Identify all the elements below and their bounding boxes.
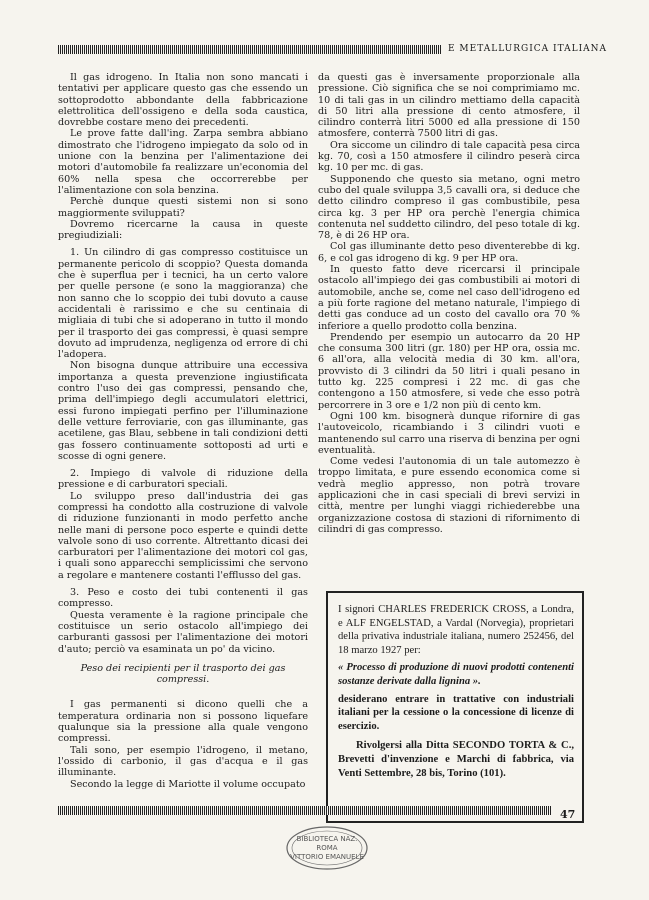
paragraph: 3. Peso e costo dei tubi contenenti il gas compresso.: [58, 587, 308, 610]
paragraph: Questa veramente è la ragione principale che costituisce un serio ostacolo all'impiego dei carburanti gassosi per l'alimentazione dei motori d'auto; perciò va esaminata un po' da vicino.: [58, 609, 308, 655]
paragraph: Come vedesi l'autonomia di un tale automezzo è troppo limitata, e pure essendo economica come si vedrà meglio appresso, non potrà trovare applicazioni che in casi speciali di brevi servizi in città, mentre per lunghi viaggi richiederebbe una organizzazione costosa di stazioni di rifornimento di cilindri di gas compresso.: [318, 456, 580, 535]
paragraph: da questi gas è inversamente proporzionale alla pressione. Ciò significa che se noi comprimiamo mc. 10 di tali gas in un cilindro mettiamo della capacità di 50 litri alla pressione di cento atmosfere, il cilindro conterrà litri 5000 ed alla pressione di 150 atmosfere, conterrà 7500 litri di gas.: [318, 72, 580, 140]
paragraph: Ogni 100 km. bisognerà dunque rifornire di gas l'autoveicolo, ricambiando i 3 cilindri vuoti e mantenendo sul carro una riserva di benzina per ogni eventualità.: [318, 410, 580, 456]
paragraph: Prendendo per esempio un autocarro da 20 HP che consuma 300 litri (gr. 180) per HP ora, ossia mc. 6 all'ora, alla velocità media di 30 km. all'ora, provvisto di 3 cilindri da 50 litri i quali pesano in tutto kg. 225 compresi i 22 mc. di gas che contengono a 150 atmosfere, si vede che esso potrà percorrere in 3 ore e 1/2 non più di cento km.: [318, 331, 580, 411]
ad-body: desiderano entrare in trattative con industriali italiani per la cessione o la concessione di licenze di esercizio.: [338, 693, 574, 732]
paragraph: I gas permanenti si dicono quelli che a temperatura ordinaria non si possono liquefare qualunque sia la pressione alla quale vengono compressi.: [58, 699, 308, 745]
advertisement-box: [326, 591, 584, 823]
paragraph: Ora siccome un cilindro di tale capacità pesa circa kg. 70, così a 150 atmosfere il cilindro peserà circa kg. 10 per mc. di gas.: [318, 139, 580, 174]
ad-contact: Rivolgersi alla Ditta SECONDO TORTA & C., Brevetti d'invenzione e Marchi di fabbrica, via Venti Settembre, 28 bis, Torino (101).: [338, 740, 574, 779]
paragraph: Le prove fatte dall'ing. Zarpa sembra abbiano dimostrato che l'idrogeno impiegato da solo od in unione con la benzina per l'alimentazione dei motori d'automobile fa realizzare un'economia del 60% nella spesa che occorrerebbe per l'alimentazione con sola benzina.: [58, 128, 308, 196]
paragraph: Perchè dunque questi sistemi non si sono maggiormente sviluppati?: [58, 196, 308, 219]
ad-intro: I signori CHARLES FREDERICK CROSS, a Londra, e ALF ENGELSTAD, a Vardal (Norvegia), proprietari della privativa industriale italiana, numero 252456, del 18 marzo 1927 per:: [338, 604, 574, 656]
running-head: E METALLURGICA ITALIANA: [448, 44, 608, 54]
ad-quote: « Processo di produzione di nuovi prodotti contenenti sostanze derivate dalla lignina ».: [338, 662, 574, 687]
right-column: [318, 72, 580, 535]
paragraph: Dovremo ricercarne la causa in queste pregiudiziali:: [58, 218, 308, 242]
stamp-line-3: VITTORIO EMANUELE: [290, 853, 364, 861]
top-rule: [58, 45, 442, 54]
paragraph: Tali sono, per esempio l'idrogeno, il metano, l'ossido di carbonio, il gas d'acqua e il gas illuminante.: [58, 744, 308, 779]
stamp-line-1: BIBLIOTECA NAZ.: [296, 835, 358, 843]
left-column: [58, 72, 308, 790]
paragraph: In questo fatto deve ricercarsi il principale ostacolo all'impiego dei gas combustibili ai motori di automobile, anche se, come nel caso dell'idrogeno ed a più forte ragione del metano naturale, l'impiego di detti gas conduce ad un costo del cavallo ora 70 % inferiore a quello prodotto colla benzina.: [318, 264, 580, 332]
page-number: 47: [560, 808, 576, 821]
paragraph: 1. Un cilindro di gas compresso costituisce un permanente pericolo di scoppio? Questa domanda che è superflua per i tecnici, ha un certo valore per quelle persone (e sono la maggioranza) che non sanno che lo scoppio dei tubi dovuto a cause accidentali è rarissimo e che su centinaia di migliaia di tubi che si adoperano in tutto il mondo per il trasporto dei gas compressi, è quasi sempre dovuto ad imprudenza, negligenza od errore di chi l'adopera.: [58, 247, 308, 361]
stamp-line-2: ROMA: [316, 844, 338, 852]
library-stamp: [285, 825, 369, 871]
paragraph: 2. Impiego di valvole di riduzione della pressione e di carburatori speciali.: [58, 468, 308, 491]
bottom-rule: [58, 806, 552, 815]
paragraph: Il gas idrogeno. In Italia non sono mancati i tentativi per applicare questo gas che essendo un sottoprodotto abbondante della fabbricazione elettrolitica dell'ossigeno e della soda caustica, dovrebbe costare meno dei precedenti.: [58, 72, 308, 129]
section-subheading: Peso dei recipienti per il trasporto dei gas compressi.: [80, 662, 286, 686]
paragraph: Secondo la legge di Mariotte il volume occupato: [70, 778, 306, 790]
paragraph: Non bisogna dunque attribuire una eccessiva importanza a questa prevenzione ingiustificata contro l'uso dei gas compressi, pensando che, prima dell'impiego degli accumulatori elettrici, essi furono impiegati perfino per l'illuminazione delle vetture ferroviarie, con gas illuminante, gas acetilene, gas Blau, sebbene in tali condizioni detti gas fossero continuamente sottoposti ad urti e scosse di ogni genere.: [58, 360, 308, 462]
paragraph: Col gas illuminante detto peso diventerebbe di kg. 6, e col gas idrogeno di kg. 9 per HP ora.: [318, 241, 580, 264]
paragraph: Lo sviluppo preso dall'industria dei gas compressi ha condotto alla costruzione di valvole di riduzione funzionanti in modo perfetto anche nelle mani di persone poco esperte e quindi dette valvole sono di uso corrente. Altrettanto dicasi dei carburatori per l'alimentazione dei motori col gas, i quali sono apparecchi semplicissimi che servono a regolare e mantenere costanti l'efflusso del gas.: [58, 490, 308, 581]
paragraph: Supponendo che questo sia metano, ogni metro cubo del quale sviluppa 3,5 cavalli ora, si deduce che detto cilindro compreso il gas combustibile, pesa circa kg. 3 per HP ora perchè l'energia chimica contenuta nel suddetto cilindro, del peso totale di kg. 78, è di 26 HP ora.: [318, 173, 580, 242]
